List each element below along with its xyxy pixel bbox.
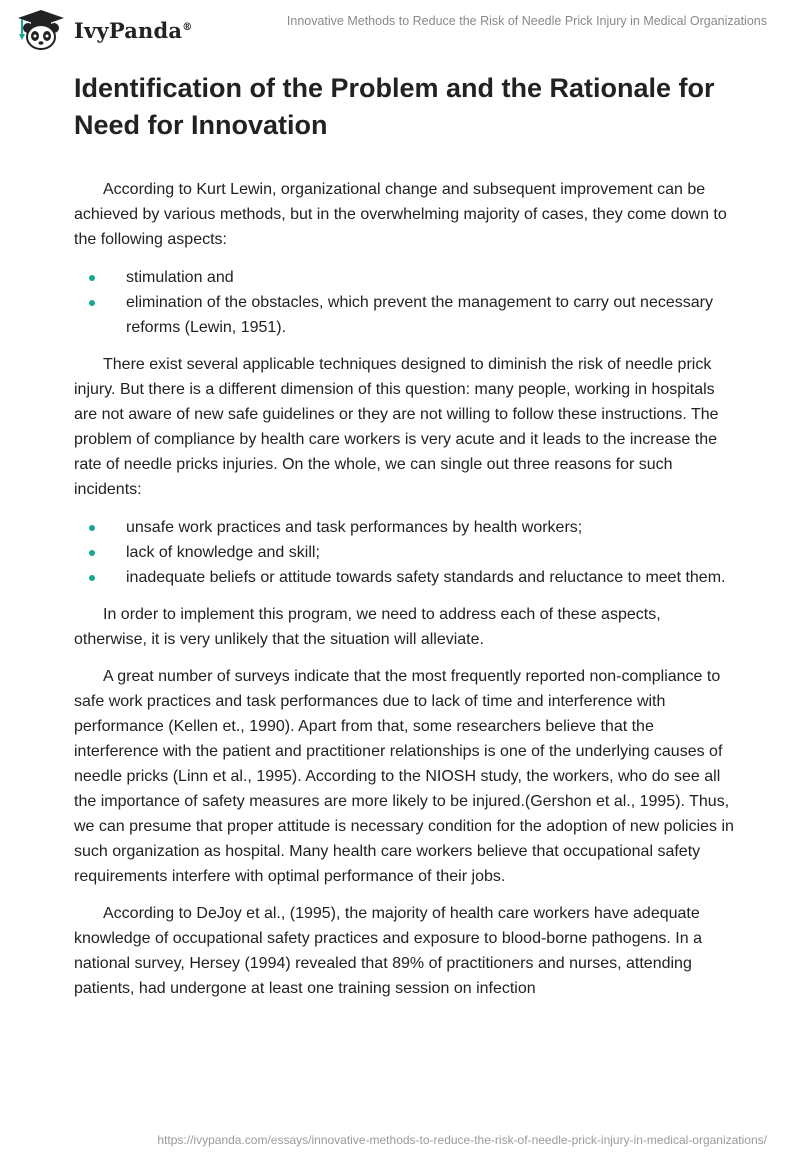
aspects-list <box>74 265 734 340</box>
reasons-list <box>74 515 734 590</box>
list-item <box>74 565 734 590</box>
list-item-text: lack of knowledge and skill; <box>126 544 320 561</box>
list-item <box>74 265 734 290</box>
list-item <box>74 290 734 340</box>
list-item-text: stimulation and <box>126 269 234 286</box>
document-header-title: Innovative Methods to Reduce the Risk of Needle Prick Injury in Medical Organizations <box>286 14 767 28</box>
bullet-icon <box>89 550 95 556</box>
bullet-icon <box>89 525 95 531</box>
bullet-icon <box>89 300 95 306</box>
ivypanda-logo[interactable] <box>14 8 192 52</box>
paragraph-3: In order to implement this program, we need to address each of these aspects, otherwise, it is very unlikely that the situation will alleviate. <box>74 606 661 648</box>
bullet-icon <box>89 575 95 581</box>
list-item-text: inadequate beliefs or attitude towards safety standards and reluctance to meet them. <box>126 569 726 586</box>
page-header <box>0 0 800 60</box>
panda-graduate-icon <box>14 8 68 52</box>
logo-wordmark <box>74 18 192 43</box>
paragraph-2: There exist several applicable techniques designed to diminish the risk of needle prick injury. But there is a different dimension of this question: many people, working in hospitals are not aware of new safe guidelines or they are not willing to follow these instructions. The problem of compliance by health care workers is very acute and it leads to the increase the rate of needle pricks injuries. On the whole, we can single out three reasons for such incidents: <box>74 356 719 498</box>
paragraph-5: According to DeJoy et al., (1995), the majority of health care workers have adequate knowledge of occupational safety practices and exposure to blood-borne pathogens. In a national survey, Hersey (1994) revealed that 89% of practitioners and nurses, attending patients, had undergone at least one training session on infection <box>74 905 702 997</box>
paragraph-1: According to Kurt Lewin, organizational change and subsequent improvement can be achieved by various methods, but in the overwhelming majority of cases, they come down to the following aspects: <box>74 181 727 248</box>
list-item-text: elimination of the obstacles, which prevent the management to carry out necessary reforms (Lewin, 1951). <box>126 294 713 336</box>
list-item <box>74 515 734 540</box>
essay-content <box>74 70 734 1001</box>
list-item-text: unsafe work practices and task performances by health workers; <box>126 519 583 536</box>
registered-mark: ® <box>182 21 193 33</box>
logo-name: IvyPanda <box>74 17 183 43</box>
paragraph-4: A great number of surveys indicate that the most frequently reported non-compliance to safe work practices and task performances due to lack of time and interference with performance (Kellen et., 1990). Apart from that, some researchers believe that the interference with the patient and practitioner relationships is one of the underlying causes of needle pricks (Linn et al., 1995). According to the NIOSH study, the workers, who do see all the importance of safety measures are more likely to be injured.(Gershon et al., 1995). Thus, we can presume that proper attitude is necessary condition for the adoption of new policies in such organization as hospital. Many health care workers believe that occupational safety requirements interfere with optimal performance of their jobs. <box>74 668 734 885</box>
footer-url-link[interactable]: https://ivypanda.com/essays/innovative-methods-to-reduce-the-risk-of-needle-prick-injury-in-medical-organizations/ <box>157 1133 767 1147</box>
list-item <box>74 540 734 565</box>
bullet-icon <box>89 275 95 281</box>
section-heading: Identification of the Problem and the Rationale for Need for Innovation <box>74 73 715 140</box>
